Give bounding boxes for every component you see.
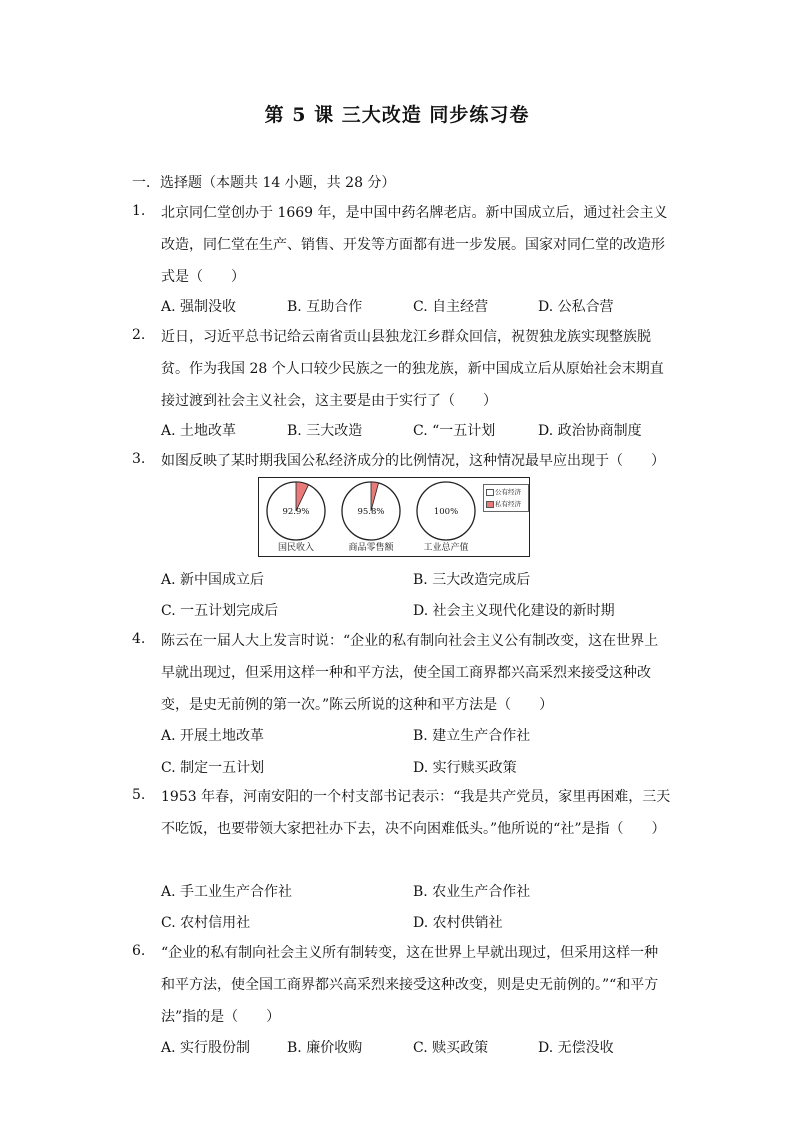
question-number: 2. <box>132 327 146 343</box>
option-c[interactable]: C. “一五计划 <box>413 423 496 439</box>
option-c[interactable]: C. 自主经营 <box>413 299 489 315</box>
option-a[interactable]: A. 实行股份制 <box>161 1040 251 1056</box>
pie-label-retail-sales: 商品零售额 <box>348 543 394 553</box>
option-c[interactable]: C. 制定一五计划 <box>161 760 265 776</box>
option-c[interactable]: C. 赎买政策 <box>413 1040 489 1056</box>
chart-legend <box>483 484 529 512</box>
legend-swatch-private <box>486 501 494 508</box>
option-d[interactable]: D. 无偿没收 <box>538 1040 614 1056</box>
question-2 <box>132 321 672 417</box>
legend-swatch-public <box>486 489 494 496</box>
option-a[interactable]: A. 强制没收 <box>161 299 237 315</box>
question-6-options <box>161 1037 681 1059</box>
question-3 <box>132 445 672 477</box>
question-text: 如图反映了某时期我国公私经济成分的比例情况，这种情况最早应出现于（ ） <box>161 453 665 469</box>
question-text: 陈云在一届人大上发言时说：“企业的私有制向社会主义公有制改变，这在世界上早就出现过，但采用这样一种和平方法，使全国工商界都兴高采烈来接受这种改变，是史无前例的第一次。”陈云所说的这种和平方法是（ ） <box>161 633 659 713</box>
legend-item-private <box>486 499 521 508</box>
question-4-options-row-1 <box>161 725 681 747</box>
option-b[interactable]: B. 农业生产合作社 <box>413 884 531 900</box>
option-d[interactable]: D. 政治协商制度 <box>538 423 642 439</box>
legend-label-public: 公有经济 <box>495 488 521 496</box>
option-a[interactable]: A. 土地改革 <box>161 423 237 439</box>
pie-label-national-income: 国民收入 <box>277 543 314 553</box>
option-b[interactable]: B. 建立生产合作社 <box>413 728 531 744</box>
question-number: 6. <box>132 943 146 959</box>
pie-label-industrial-output: 工业总产值 <box>423 543 469 553</box>
option-a[interactable]: A. 新中国成立后 <box>161 572 265 588</box>
question-text: 近日，习近平总书记给云南省贡山县独龙江乡群众回信，祝贺独龙族实现整族脱贫。作为我国 28 个人口较少民族之一的独龙族，新中国成立后从原始社会末期直接过渡到社会主义社会，这主要是由于实行了（ ） <box>161 329 664 409</box>
legend-label-private: 私有经济 <box>495 500 521 508</box>
pie-3 <box>417 482 475 540</box>
option-c[interactable]: C. 农村信用社 <box>161 915 251 931</box>
question-text: “企业的私有制向社会主义所有制转变，这在世界上早就出现过，但采用这样一种和平方法，使全国工商界都兴高采烈来接受这种改变，则是史无前例的。”“和平方法”指的是（ ） <box>161 945 659 1025</box>
option-c[interactable]: C. 一五计划完成后 <box>161 603 279 619</box>
question-6 <box>132 937 672 1033</box>
question-4 <box>132 625 672 721</box>
option-a[interactable]: A. 手工业生产合作社 <box>161 884 293 900</box>
legend-item-public <box>486 487 521 496</box>
option-d[interactable]: D. 社会主义现代化建设的新时期 <box>413 603 615 619</box>
option-d[interactable]: D. 实行赎买政策 <box>413 760 517 776</box>
pie-2 <box>342 482 400 540</box>
section-heading: 一．选择题（本题共 14 小题，共 28 分） <box>132 175 396 191</box>
question-4-options-row-2 <box>161 757 681 779</box>
option-d[interactable]: D. 公私合营 <box>538 299 614 315</box>
option-a[interactable]: A. 开展土地改革 <box>161 728 265 744</box>
pie-value-label: 100% <box>433 507 459 517</box>
question-number: 1. <box>132 203 146 219</box>
option-b[interactable]: B. 廉价收购 <box>287 1040 363 1056</box>
option-b[interactable]: B. 三大改造完成后 <box>413 572 531 588</box>
option-b[interactable]: B. 互助合作 <box>287 299 363 315</box>
question-number: 5. <box>132 787 146 803</box>
pie-1 <box>267 482 325 540</box>
option-d[interactable]: D. 农村供销社 <box>413 915 503 931</box>
question-number: 4. <box>132 631 146 647</box>
question-1-options <box>161 296 681 318</box>
option-b[interactable]: B. 三大改造 <box>287 423 363 439</box>
pie-chart-figure <box>258 477 530 557</box>
question-3-options-row-2 <box>161 600 681 622</box>
pie-value-label: 95.8% <box>357 507 385 517</box>
question-text: 1953 年春，河南安阳的一个村支部书记表示：“我是共产党员，家里再困难，三天不吃饭，也要带领大家把社办下去，决不向困难低头。”他所说的“社”是指（ ） <box>161 789 671 837</box>
question-3-options-row-1 <box>161 569 681 591</box>
question-text: 北京同仁堂创办于 1669 年，是中国中药名牌老店。新中国成立后，通过社会主义改造，同仁堂在生产、销售、开发等方面都有进一步发展。国家对同仁堂的改造形式是（ ） <box>161 205 668 285</box>
question-number: 3. <box>132 451 146 467</box>
question-1 <box>132 197 672 293</box>
question-5-options-row-2 <box>161 912 681 934</box>
pie-value-label: 92.9% <box>282 507 310 517</box>
question-5 <box>132 781 672 845</box>
question-2-options <box>161 420 681 442</box>
question-5-options-row-1 <box>161 881 681 903</box>
page-title: 第 5 课 三大改造 同步练习卷 <box>264 104 530 126</box>
